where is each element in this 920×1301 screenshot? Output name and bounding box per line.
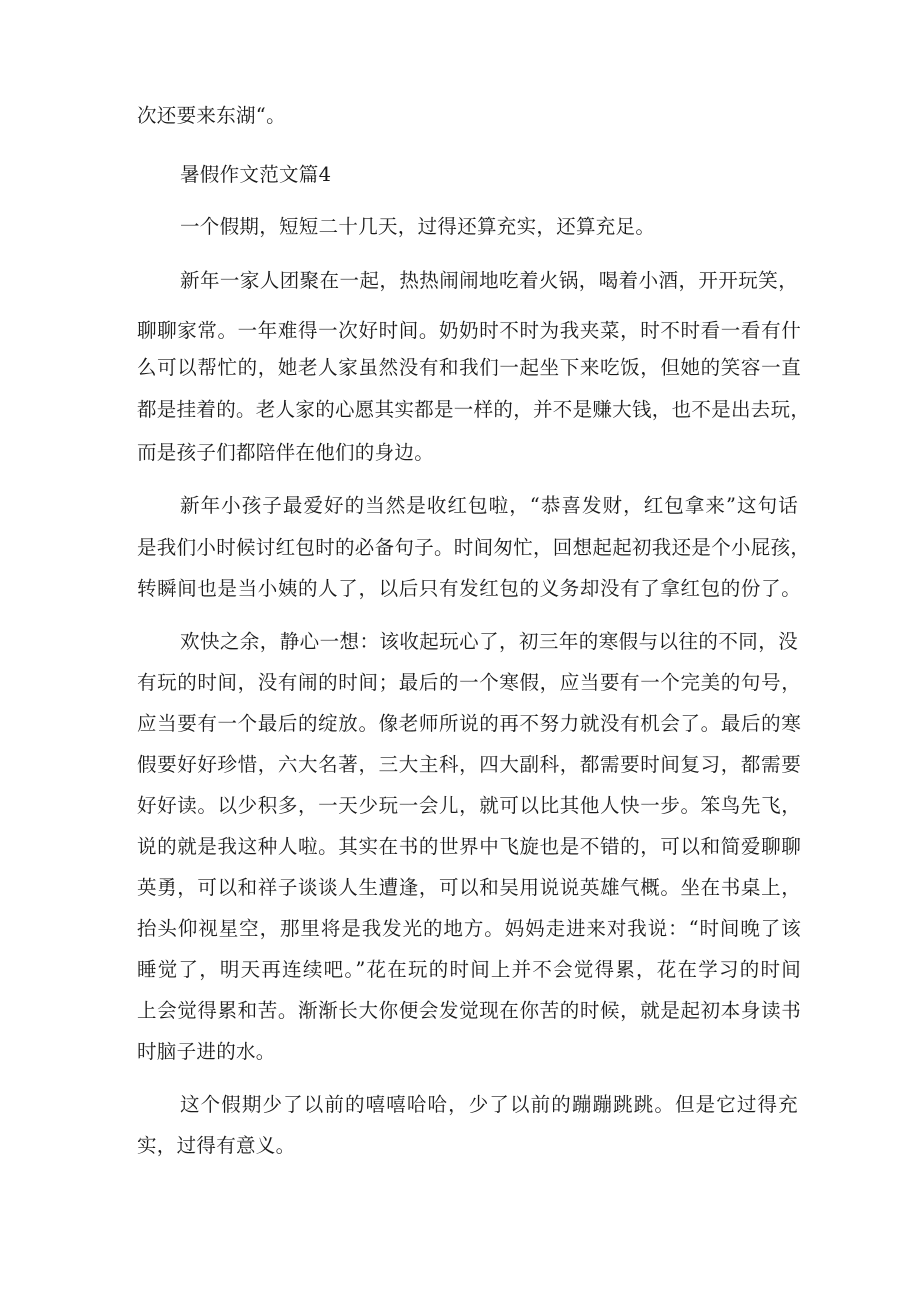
text-line: 实，过得有意义。 xyxy=(137,1134,296,1157)
text-line: 而是孩子们都陪伴在他们的身边。 xyxy=(137,441,435,464)
text-line: 欢快之余，静心一想：该收起玩心了，初三年的寒假与以往的不同，没 xyxy=(180,630,798,653)
text-line: 聊聊家常。一年难得一次好时间。奶奶时不时为我夹菜，时不时看一看有什 xyxy=(137,319,801,342)
text-line: 上会觉得累和苦。渐渐长大你便会发觉现在你苦的时候，就是起初本身读书 xyxy=(137,999,801,1022)
text-line: 新年一家人团聚在一起，热热闹闹地吃着火锅，喝着小酒，开开玩笑， xyxy=(180,269,798,292)
text-line: 假要好好珍惜，六大名著，三大主科，四大副科，都需要时间复习，都需要 xyxy=(137,753,801,776)
text-line: 好好读。以少积多，一天少玩一会儿，就可以比其他人快一步。笨鸟先飞， xyxy=(137,794,801,817)
text-line: 抬头仰视星空，那里将是我发光的地方。妈妈走进来对我说：“时间晚了该 xyxy=(137,917,801,940)
text-line: 转瞬间也是当小姨的人了，以后只有发红包的义务却没有了拿红包的份了。 xyxy=(137,577,801,600)
text-line: 时脑子进的水。 xyxy=(137,1040,276,1063)
text-line: 英勇，可以和祥子谈谈人生遭逢，可以和吴用说说英雄气概。坐在书桌上， xyxy=(137,876,801,899)
text-line: 一个假期，短短二十几天，过得还算充实，还算充足。 xyxy=(180,215,656,238)
text-line: 都是挂着的。老人家的心愿其实都是一样的，并不是赚大钱，也不是出去玩， xyxy=(137,398,811,421)
text-line: 有玩的时间，没有闹的时间；最后的一个寒假，应当要有一个完美的句号， xyxy=(137,671,801,694)
text-line: 么可以帮忙的，她老人家虽然没有和我们一起坐下来吃饭，但她的笑容一直 xyxy=(137,356,801,379)
text-line: 应当要有一个最后的绽放。像老师所说的再不努力就没有机会了。最后的寒 xyxy=(137,712,801,735)
text-line: 这个假期少了以前的嘻嘻哈哈，少了以前的蹦蹦跳跳。但是它过得充 xyxy=(180,1093,798,1116)
text-line: 是我们小时候讨红包时的必备句子。时间匆忙，回想起起初我还是个小屁孩， xyxy=(137,536,811,559)
text-line: 次还要来东湖“。 xyxy=(137,104,286,127)
text-line: 睡觉了，明天再连续吧。”花在玩的时间上并不会觉得累，花在学习的时间 xyxy=(137,958,801,981)
section-heading: 暑假作文范文篇4 xyxy=(180,163,332,186)
text-line: 说的就是我这种人啦。其实在书的世界中飞旋也是不错的，可以和简爱聊聊 xyxy=(137,835,801,858)
text-line: 新年小孩子最爱好的当然是收红包啦，“恭喜发财，红包拿来”这句话 xyxy=(180,494,798,517)
